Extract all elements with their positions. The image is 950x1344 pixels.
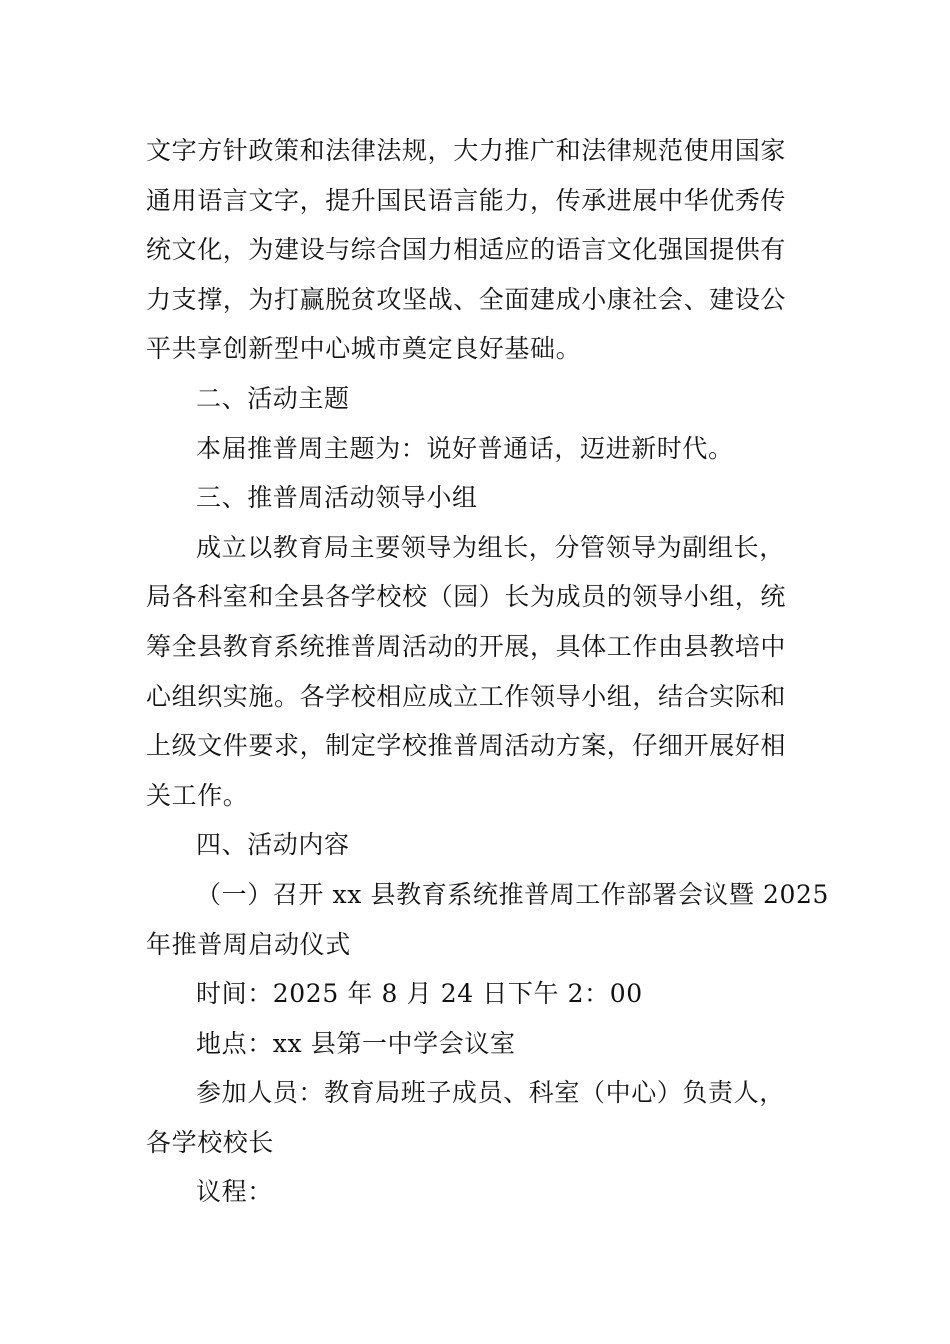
meeting-time: 时间：2025 年 8 月 24 日下午 2：00: [196, 979, 643, 1009]
body-line: 力支撑，为打赢脱贫攻坚战、全面建成小康社会、建设公: [146, 284, 787, 314]
document-body: [146, 126, 830, 1217]
section-heading-theme: 二、活动主题: [196, 383, 350, 413]
body-line: 通用语言文字，提升国民语言能力，传承进展中华优秀传: [146, 185, 787, 215]
body-line: 关工作。: [146, 780, 249, 810]
body-line: 筹全县教育系统推普周活动的开展，具体工作由县教培中: [146, 631, 787, 661]
section-heading-leadership-group: 三、推普周活动领导小组: [196, 483, 478, 513]
body-line: 统文化，为建设与综合国力相适应的语言文化强国提供有: [146, 235, 787, 265]
body-line: 局各科室和全县各学校校（园）长为成员的领导小组，统: [146, 582, 787, 612]
meeting-agenda-label: 议程：: [196, 1177, 273, 1207]
body-line: 上级文件要求，制定学校推普周活动方案，仔细开展好相: [146, 731, 787, 761]
meeting-attendees: 参加人员：教育局班子成员、科室（中心）负责人，: [196, 1078, 785, 1108]
body-line: 成立以教育局主要领导为组长，分管领导为副组长，: [196, 532, 785, 562]
subsection-heading: （一）召开 xx 县教育系统推普周工作部署会议暨 2025: [196, 879, 830, 909]
body-line: 年推普周启动仪式: [146, 929, 351, 959]
body-line: 平共享创新型中心城市奠定良好基础。: [146, 334, 582, 364]
body-line: 心组织实施。各学校相应成立工作领导小组，结合实际和: [146, 681, 787, 711]
body-line: 各学校校长: [146, 1127, 275, 1157]
body-line: 本届推普周主题为：说好普通话，迈进新时代。: [196, 433, 734, 463]
body-line: 文字方针政策和法律法规，大力推广和法律规范使用国家: [146, 136, 787, 165]
meeting-location: 地点：xx 县第一中学会议室: [196, 1028, 516, 1058]
section-heading-activity-content: 四、活动内容: [196, 830, 350, 860]
